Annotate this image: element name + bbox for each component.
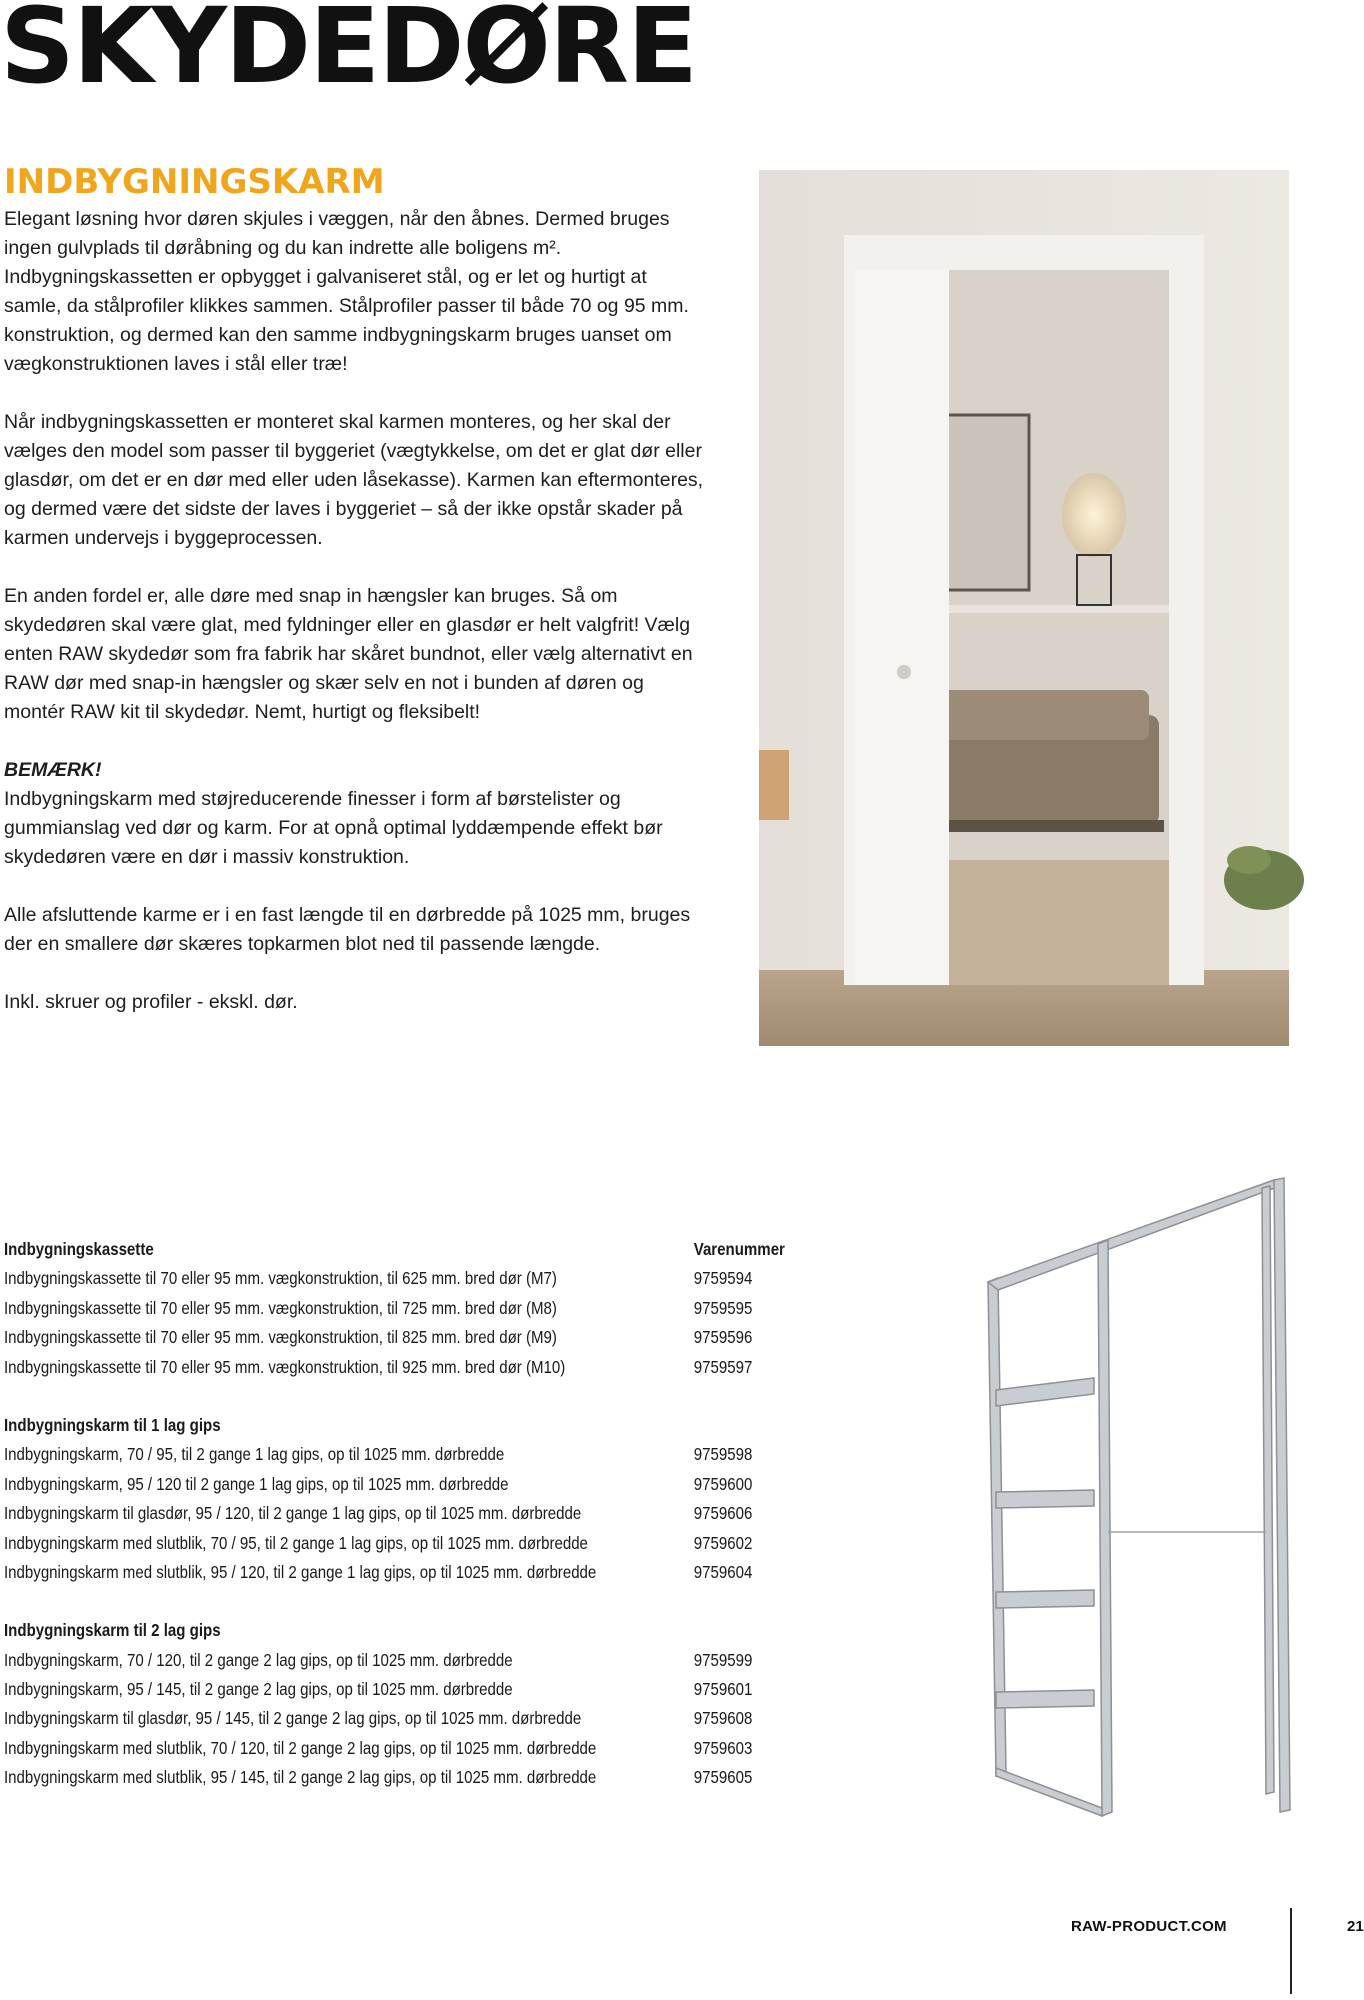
row-description: Indbygningskarm med slutblik, 70 / 120, til 2 gange 2 lag gips, op til 1025 mm. dørbredde [4,1737,597,1758]
row-description: Indbygningskassette til 70 eller 95 mm. vægkonstruktion, til 725 mm. bred dør (M8) [4,1297,557,1318]
footer-website: RAW-PRODUCT.COM [1071,1918,1227,1935]
row-item-number: 9759601 [693,1679,753,1700]
row-description: Indbygningskarm til glasdør, 95 / 120, til 2 gange 1 lag gips, op til 1025 mm. dørbredde [4,1503,582,1524]
group-heading: Indbygningskarm til 1 lag gips [4,1414,221,1435]
group-heading: Indbygningskassette [4,1239,154,1259]
table-row [4,1675,812,1704]
table-row [4,1646,812,1675]
row-item-number: 9759594 [693,1268,753,1289]
row-item-number: 9759598 [693,1444,753,1465]
table-row [4,1734,812,1763]
table-header-row [4,1235,812,1264]
page-title: SKYDEDØRE [0,0,697,107]
row-item-number: 9759606 [693,1503,753,1524]
row-item-number: 9759605 [693,1767,753,1788]
column-header-varenummer: Varenummer [693,1239,785,1259]
row-description: Indbygningskarm, 70 / 120, til 2 gange 2 lag gips, op til 1025 mm. dørbredde [4,1649,513,1670]
row-item-number: 9759597 [693,1356,753,1377]
room-photo [759,170,1289,1046]
table-row [4,1499,812,1528]
row-description: Indbygningskarm til glasdør, 95 / 145, til 2 gange 2 lag gips, op til 1025 mm. dørbredde [4,1708,582,1729]
table-row [4,1529,812,1558]
table-row [4,1470,812,1499]
note-label: BEMÆRK! [4,759,102,781]
group-heading-row [4,1411,812,1440]
row-item-number: 9759602 [693,1532,753,1553]
paragraph-mounting: Når indbygningskassetten er monteret skal karmen monteres, og her skal der vælges den model som passer til byggeriet (vægtykkelse, om det er glat dør eller glasdør, om det er en dør med eller uden låsekasse). Karmen kan eftermonteres, og dermed være det sidste der laves i byggeriet – så der ikke opstår skader på karmen undervejs i byggeprocessen. [4,411,704,549]
row-description: Indbygningskarm med slutblik, 95 / 145, til 2 gange 2 lag gips, op til 1025 mm. dørbredde [4,1767,597,1788]
cassette-frame-image [984,1172,1304,1817]
row-item-number: 9759604 [693,1561,753,1582]
row-description: Indbygningskarm med slutblik, 70 / 95, til 2 gange 1 lag gips, op til 1025 mm. dørbredde [4,1532,588,1553]
product-table [4,1235,812,1822]
table-group-1-lag-gips [4,1411,812,1587]
row-item-number: 9759595 [693,1297,753,1318]
footer-divider [1290,1908,1292,1994]
row-item-number: 9759608 [693,1708,753,1729]
row-description: Indbygningskassette til 70 eller 95 mm. vægkonstruktion, til 925 mm. bred dør (M10) [4,1356,566,1377]
table-group-cassette [4,1235,812,1382]
room-illustration [759,170,1289,1046]
table-row [4,1763,812,1792]
paragraph-doors: En anden fordel er, alle døre med snap in hængsler kan bruges. Så om skydedøren skal være glat, med fyldninger eller en glasdør er helt valgfrit! Vælg enten RAW skydedør som fra fabrik har skåret bundnot, eller vælg alternativt en RAW dør med snap-in hængsler og skær selv en not i bunden af døren og montér RAW kit til skydedør. Nemt, hurtigt og fleksibelt! [4,585,693,723]
row-item-number: 9759600 [693,1473,753,1494]
page-number: 21 [1347,1918,1364,1935]
row-description: Indbygningskarm, 95 / 145, til 2 gange 2 lag gips, op til 1025 mm. dørbredde [4,1679,513,1700]
row-item-number: 9759603 [693,1737,753,1758]
row-description: Indbygningskarm, 95 / 120 til 2 gange 1 lag gips, op til 1025 mm. dørbredde [4,1473,509,1494]
row-description: Indbygningskassette til 70 eller 95 mm. vægkonstruktion, til 825 mm. bred dør (M9) [4,1327,557,1348]
paragraph-intro: Elegant løsning hvor døren skjules i væggen, når den åbnes. Dermed bruges ingen gulvplads til døråbning og du kan indrette alle boligens m². Indbygningskassetten er opbygget i galvaniseret stål, og er let og hurtigt at samle, da stålprofiler klikkes sammen. Stålprofiler passer til både 70 og 95 mm. konstruktion, og dermed kan den samme indbygningskarm bruges uanset om vægkonstruktionen laves i stål eller træ! [4,208,689,375]
table-row [4,1323,812,1352]
row-item-number: 9759596 [693,1327,753,1348]
table-row [4,1294,812,1323]
section-heading: INDBYGNINGSKARM [4,162,385,202]
paragraph-length: Alle afsluttende karme er i en fast længde til en dørbredde på 1025 mm, bruges der en smallere dør skæres topkarmen blot ned til passende længde. [4,904,691,955]
table-row [4,1353,812,1382]
group-heading: Indbygningskarm til 2 lag gips [4,1620,221,1641]
row-description: Indbygningskassette til 70 eller 95 mm. vægkonstruktion, til 625 mm. bred dør (M7) [4,1268,557,1289]
row-description: Indbygningskarm med slutblik, 95 / 120, til 2 gange 1 lag gips, op til 1025 mm. dørbredde [4,1561,597,1582]
note-text: Indbygningskarm med støjreducerende finesser i form af børstelister og gummianslag ved dør og karm. For at opnå optimal lyddæmpende effekt bør skydedøren være en dør i massiv konstruktion. [4,788,663,868]
table-group-2-lag-gips [4,1616,812,1792]
table-row [4,1704,812,1733]
note-paragraph [4,756,704,872]
paragraph-included: Inkl. skruer og profiler - ekskl. dør. [4,991,298,1013]
table-row [4,1264,812,1293]
body-text [4,205,704,1046]
table-row [4,1558,812,1587]
row-description: Indbygningskarm, 70 / 95, til 2 gange 1 lag gips, op til 1025 mm. dørbredde [4,1444,505,1465]
row-item-number: 9759599 [693,1649,753,1670]
group-heading-row [4,1616,812,1645]
table-row [4,1440,812,1469]
